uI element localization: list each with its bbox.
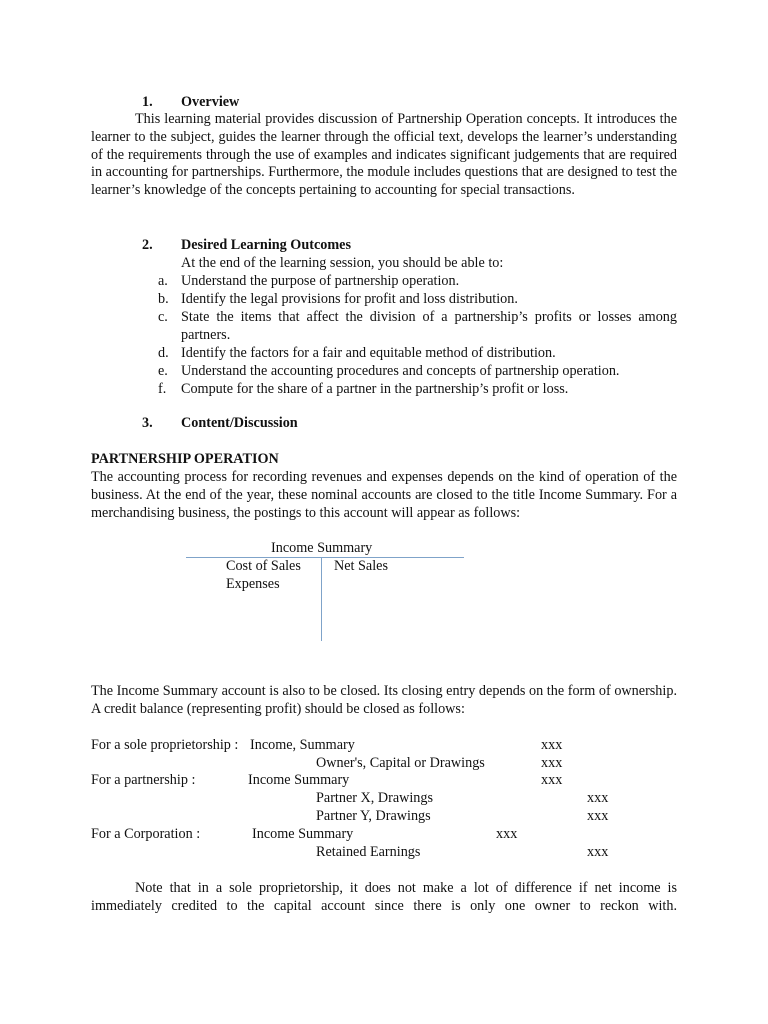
partnership-heading: PARTNERSHIP OPERATION bbox=[91, 451, 279, 467]
entry-debit-account: Income, Summary bbox=[250, 737, 355, 753]
section-heading-content: Content/Discussion bbox=[181, 415, 298, 431]
entry-credit-account: Owner's, Capital or Drawings bbox=[316, 755, 485, 771]
entry-credit-account: Partner Y, Drawings bbox=[316, 808, 431, 824]
outcome-item: Understand the accounting procedures and concepts of partnership operation. bbox=[181, 363, 620, 379]
section-heading-overview: Overview bbox=[181, 94, 240, 110]
outcome-letter: e. bbox=[158, 363, 168, 379]
entry-credit-account: Retained Earnings bbox=[316, 844, 421, 860]
outcome-letter: f. bbox=[158, 381, 167, 397]
outcome-item: Identify the legal provisions for profit and loss distribution. bbox=[181, 291, 518, 307]
t-account-title: Income Summary bbox=[271, 540, 373, 556]
section-heading-outcomes: Desired Learning Outcomes bbox=[181, 237, 351, 253]
entry-credit-amount: xxx bbox=[587, 844, 609, 860]
closing-paragraph: The Income Summary account is also to be closed. Its closing entry depends on the form of ownership. A credit balance (representing profit) should be closed as follows: bbox=[91, 683, 677, 717]
entry-debit-account: Income Summary bbox=[248, 772, 350, 788]
t-account-debit-item: Expenses bbox=[226, 576, 280, 592]
section-number-1: 1. bbox=[142, 94, 153, 110]
outcomes-intro: At the end of the learning session, you should be able to: bbox=[181, 255, 504, 271]
section-number-3: 3. bbox=[142, 415, 153, 431]
outcome-item: State the items that affect the division of a partnership’s profits or losses among partners. bbox=[181, 309, 677, 343]
t-account-credit-item: Net Sales bbox=[334, 558, 388, 574]
entry-credit-amount: xxx bbox=[587, 808, 609, 824]
t-account-debit-item: Cost of Sales bbox=[226, 558, 301, 574]
note-paragraph: Note that in a sole proprietorship, it does not make a lot of difference if net income is immediately credited to the capital account since there is only one owner to reckon with. bbox=[91, 880, 677, 914]
partnership-label: For a partnership : bbox=[91, 772, 196, 788]
overview-paragraph: This learning material provides discussion of Partnership Operation concepts. It introduces the learner to the subject, guides the learner through the official text, develops the learner’s understanding of the requirements through the use of examples and indicates significant judgements that are required in accounting for partnerships. Furthermore, the module includes questions that are designed to test the learner’s knowledge of the concepts pertaining to accounting for special transactions. bbox=[91, 111, 677, 199]
entry-credit-account: Partner X, Drawings bbox=[316, 790, 434, 806]
outcome-item: Identify the factors for a fair and equitable method of distribution. bbox=[181, 345, 556, 361]
outcome-item: Understand the purpose of partnership operation. bbox=[181, 273, 460, 289]
outcome-item: Compute for the share of a partner in the partnership’s profit or loss. bbox=[181, 381, 569, 397]
outcome-letter: a. bbox=[158, 273, 168, 289]
sole-proprietorship-label: For a sole proprietorship : bbox=[91, 737, 239, 753]
corporation-label: For a Corporation : bbox=[91, 826, 201, 842]
outcome-letter: b. bbox=[158, 291, 169, 307]
outcome-letter: d. bbox=[158, 345, 169, 361]
entry-debit-amount: xxx bbox=[496, 826, 518, 842]
entry-debit-amount: xxx bbox=[541, 772, 563, 788]
entry-credit-amount: xxx bbox=[541, 755, 563, 771]
entry-debit-account: Income Summary bbox=[252, 826, 354, 842]
entry-credit-amount: xxx bbox=[587, 790, 609, 806]
t-account-vertical-rule bbox=[321, 557, 322, 641]
outcome-letter: c. bbox=[158, 309, 168, 325]
entry-debit-amount: xxx bbox=[541, 737, 563, 753]
partnership-paragraph: The accounting process for recording revenues and expenses depends on the kind of operation of the business. At the end of the year, these nominal accounts are closed to the title Income Summary. For a merchandising business, the postings to this account will appear as follows: bbox=[91, 469, 677, 521]
section-number-2: 2. bbox=[142, 237, 153, 253]
